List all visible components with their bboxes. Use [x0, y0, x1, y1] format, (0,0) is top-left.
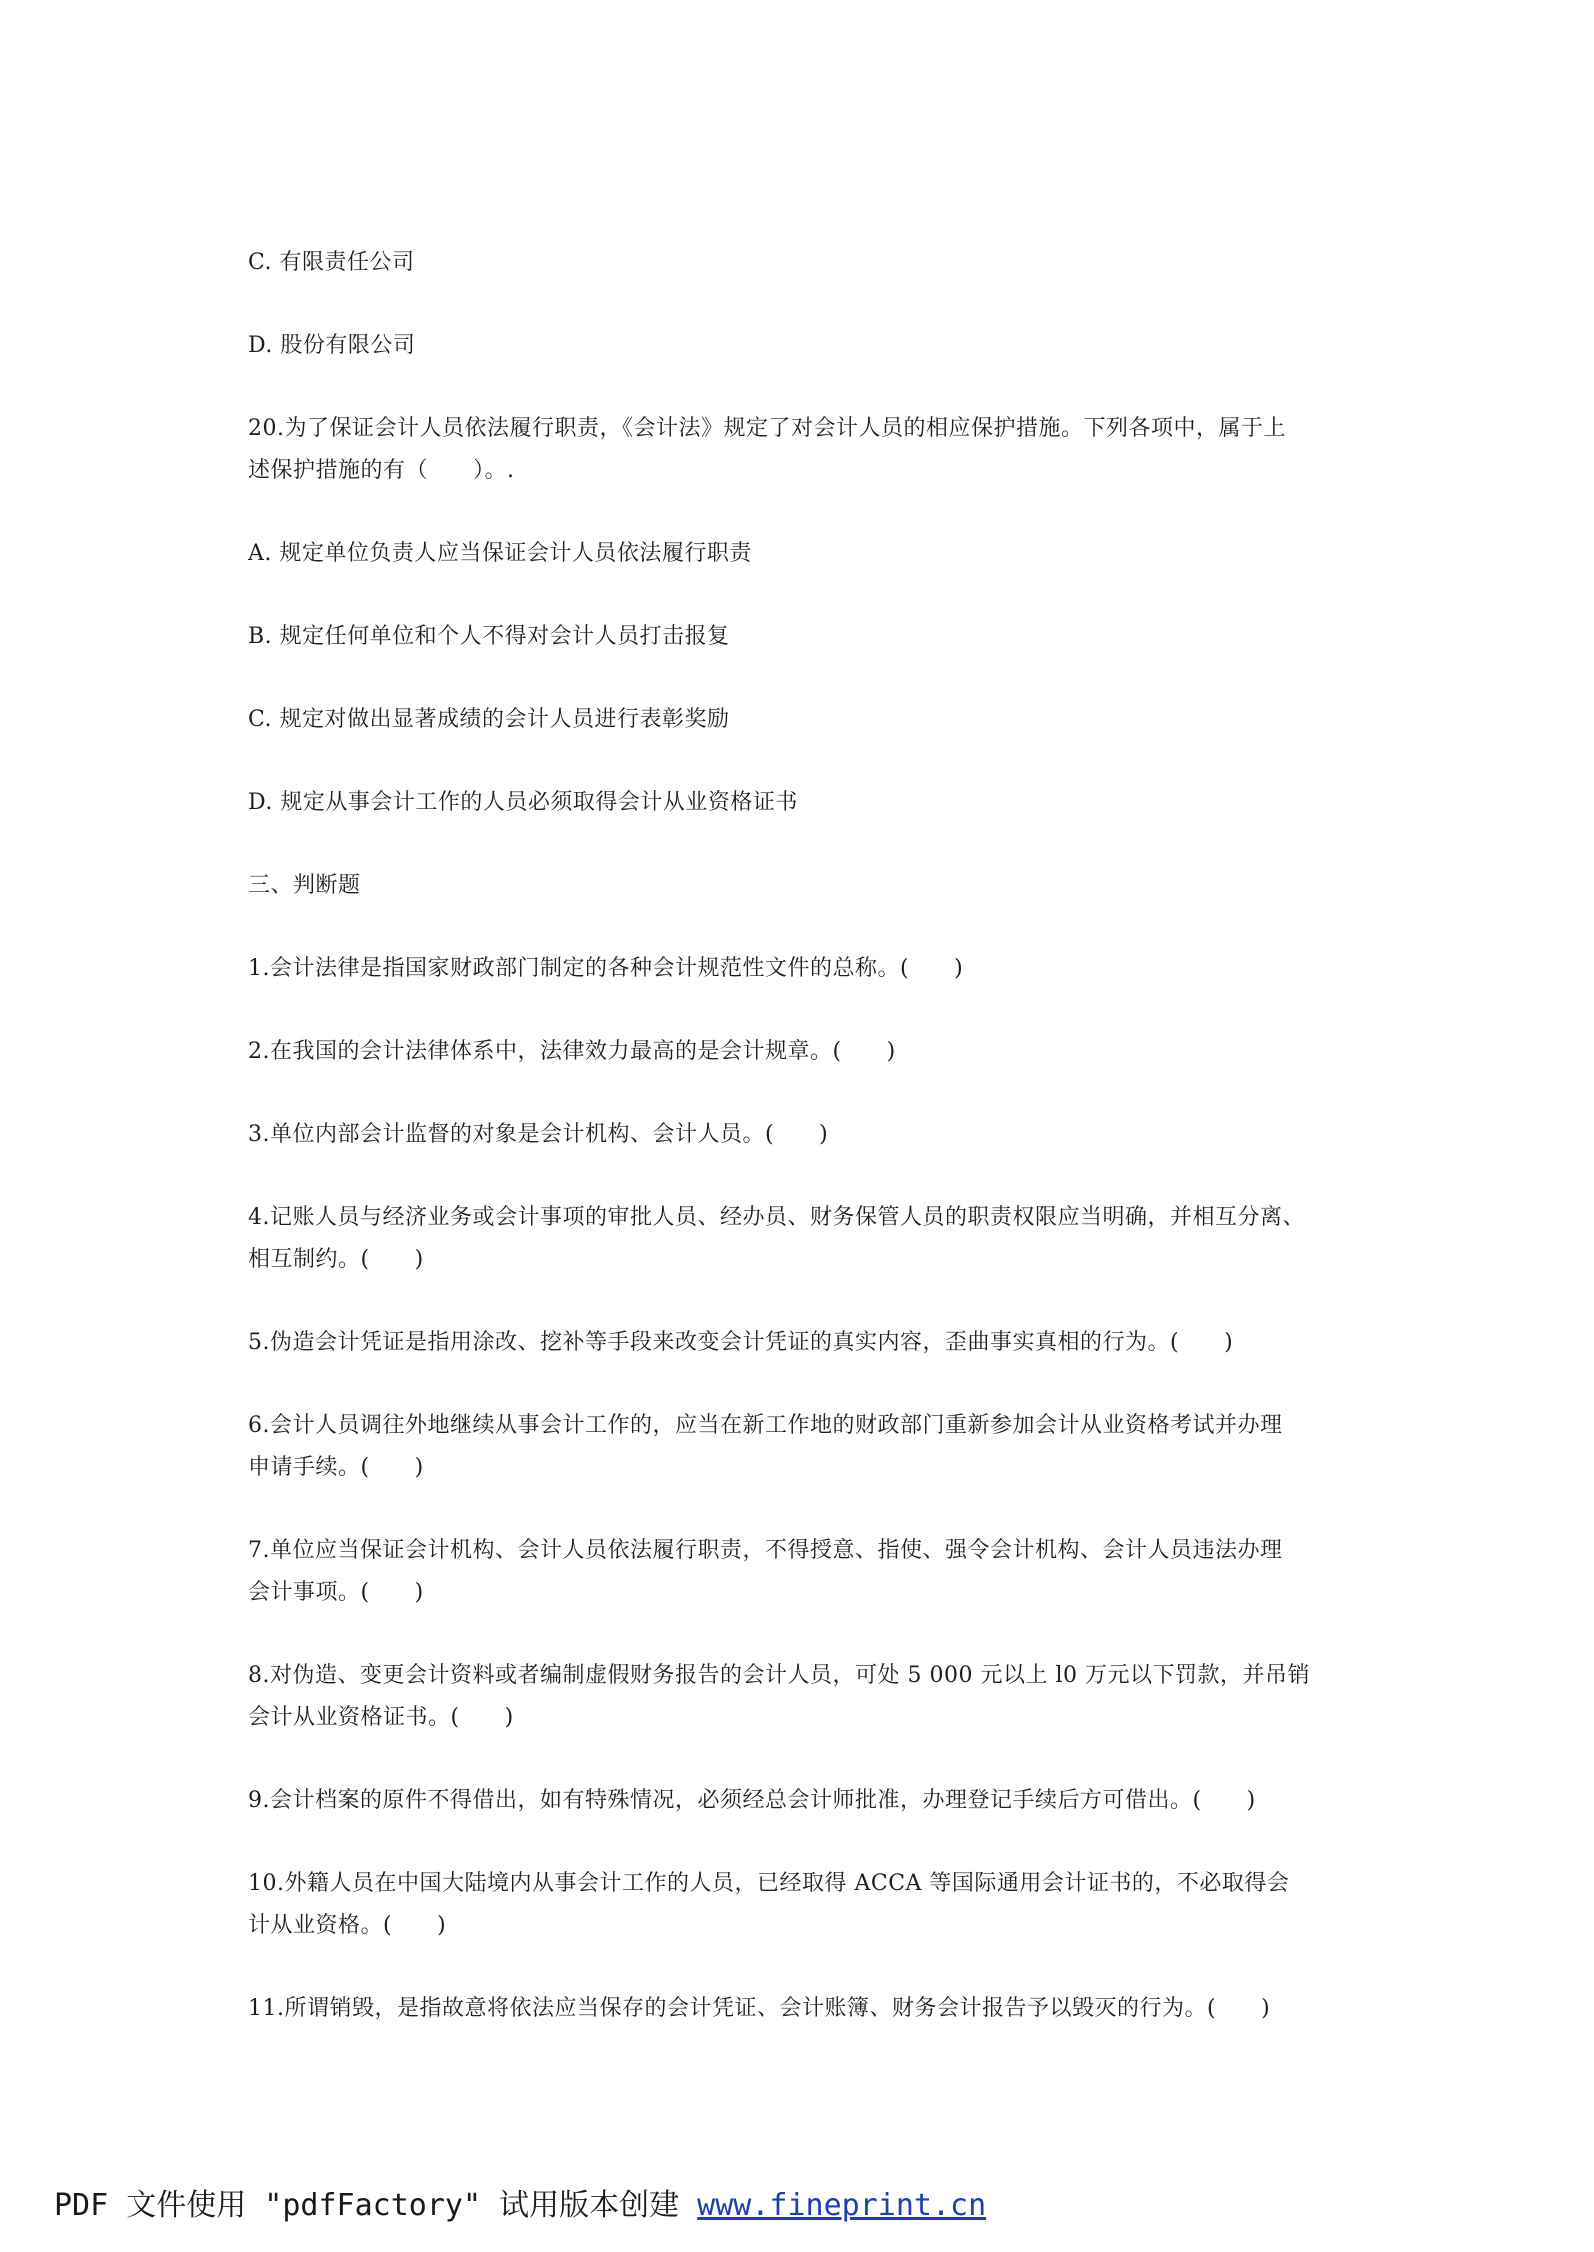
question-line: 5.伪造会计凭证是指用涂改、挖补等手段来改变会计凭证的真实内容，歪曲事实真相的行为。( ) — [248, 1330, 1234, 1355]
question-line: 述保护措施的有（ ）。. — [248, 458, 515, 483]
question-line: 11.所谓销毁，是指故意将依法应当保存的会计凭证、会计账簿、财务会计报告予以毁灭的行为。( ) — [248, 1996, 1271, 2021]
question-line: 7.单位应当保证会计机构、会计人员依法履行职责，不得授意、指使、强令会计机构、会计人员违法办理 — [248, 1538, 1283, 1563]
question-line: 3.单位内部会计监督的对象是会计机构、会计人员。( ) — [248, 1122, 829, 1147]
question-line: 8.对伪造、变更会计资料或者编制虚假财务报告的会计人员，可处 5 000 元以上 l0 万元以下罚款，并吊销 — [248, 1663, 1310, 1688]
option-line: D. 规定从事会计工作的人员必须取得会计从业资格证书 — [248, 790, 798, 815]
question-line: 申请手续。( ) — [248, 1455, 424, 1480]
pdf-factory-footer — [54, 2186, 986, 2226]
question-line: 4.记账人员与经济业务或会计事项的审批人员、经办员、财务保管人员的职责权限应当明确，并相互分离、 — [248, 1205, 1305, 1230]
option-line: D. 股份有限公司 — [248, 333, 416, 358]
question-line: 1.会计法律是指国家财政部门制定的各种会计规范性文件的总称。( ) — [248, 956, 964, 981]
fineprint-link[interactable]: www.fineprint.cn — [697, 2188, 987, 2223]
option-line: A. 规定单位负责人应当保证会计人员依法履行职责 — [248, 541, 752, 566]
question-line: 9.会计档案的原件不得借出，如有特殊情况，必须经总会计师批准，办理登记手续后方可借出。( ) — [248, 1788, 1256, 1813]
question-line: 2.在我国的会计法律体系中，法律效力最高的是会计规章。( ) — [248, 1039, 896, 1064]
question-line: 6.会计人员调往外地继续从事会计工作的，应当在新工作地的财政部门重新参加会计从业资格考试并办理 — [248, 1413, 1283, 1438]
question-line: 相互制约。( ) — [248, 1247, 424, 1272]
option-line: C. 有限责任公司 — [248, 250, 415, 275]
footer-text: PDF 文件使用 "pdfFactory" 试用版本创建 — [54, 2188, 698, 2223]
section-heading: 三、判断题 — [248, 873, 361, 898]
question-line: 10.外籍人员在中国大陆境内从事会计工作的人员，已经取得 ACCA 等国际通用会计证书的，不必取得会 — [248, 1871, 1290, 1896]
question-line: 20.为了保证会计人员依法履行职责，《会计法》规定了对会计人员的相应保护措施。下列各项中，属于上 — [248, 416, 1286, 441]
option-line: C. 规定对做出显著成绩的会计人员进行表彰奖励 — [248, 707, 730, 732]
question-line: 会计从业资格证书。( ) — [248, 1705, 514, 1730]
question-line: 会计事项。( ) — [248, 1580, 424, 1605]
question-line: 计从业资格。( ) — [248, 1913, 447, 1938]
option-line: B. 规定任何单位和个人不得对会计人员打击报复 — [248, 624, 730, 649]
